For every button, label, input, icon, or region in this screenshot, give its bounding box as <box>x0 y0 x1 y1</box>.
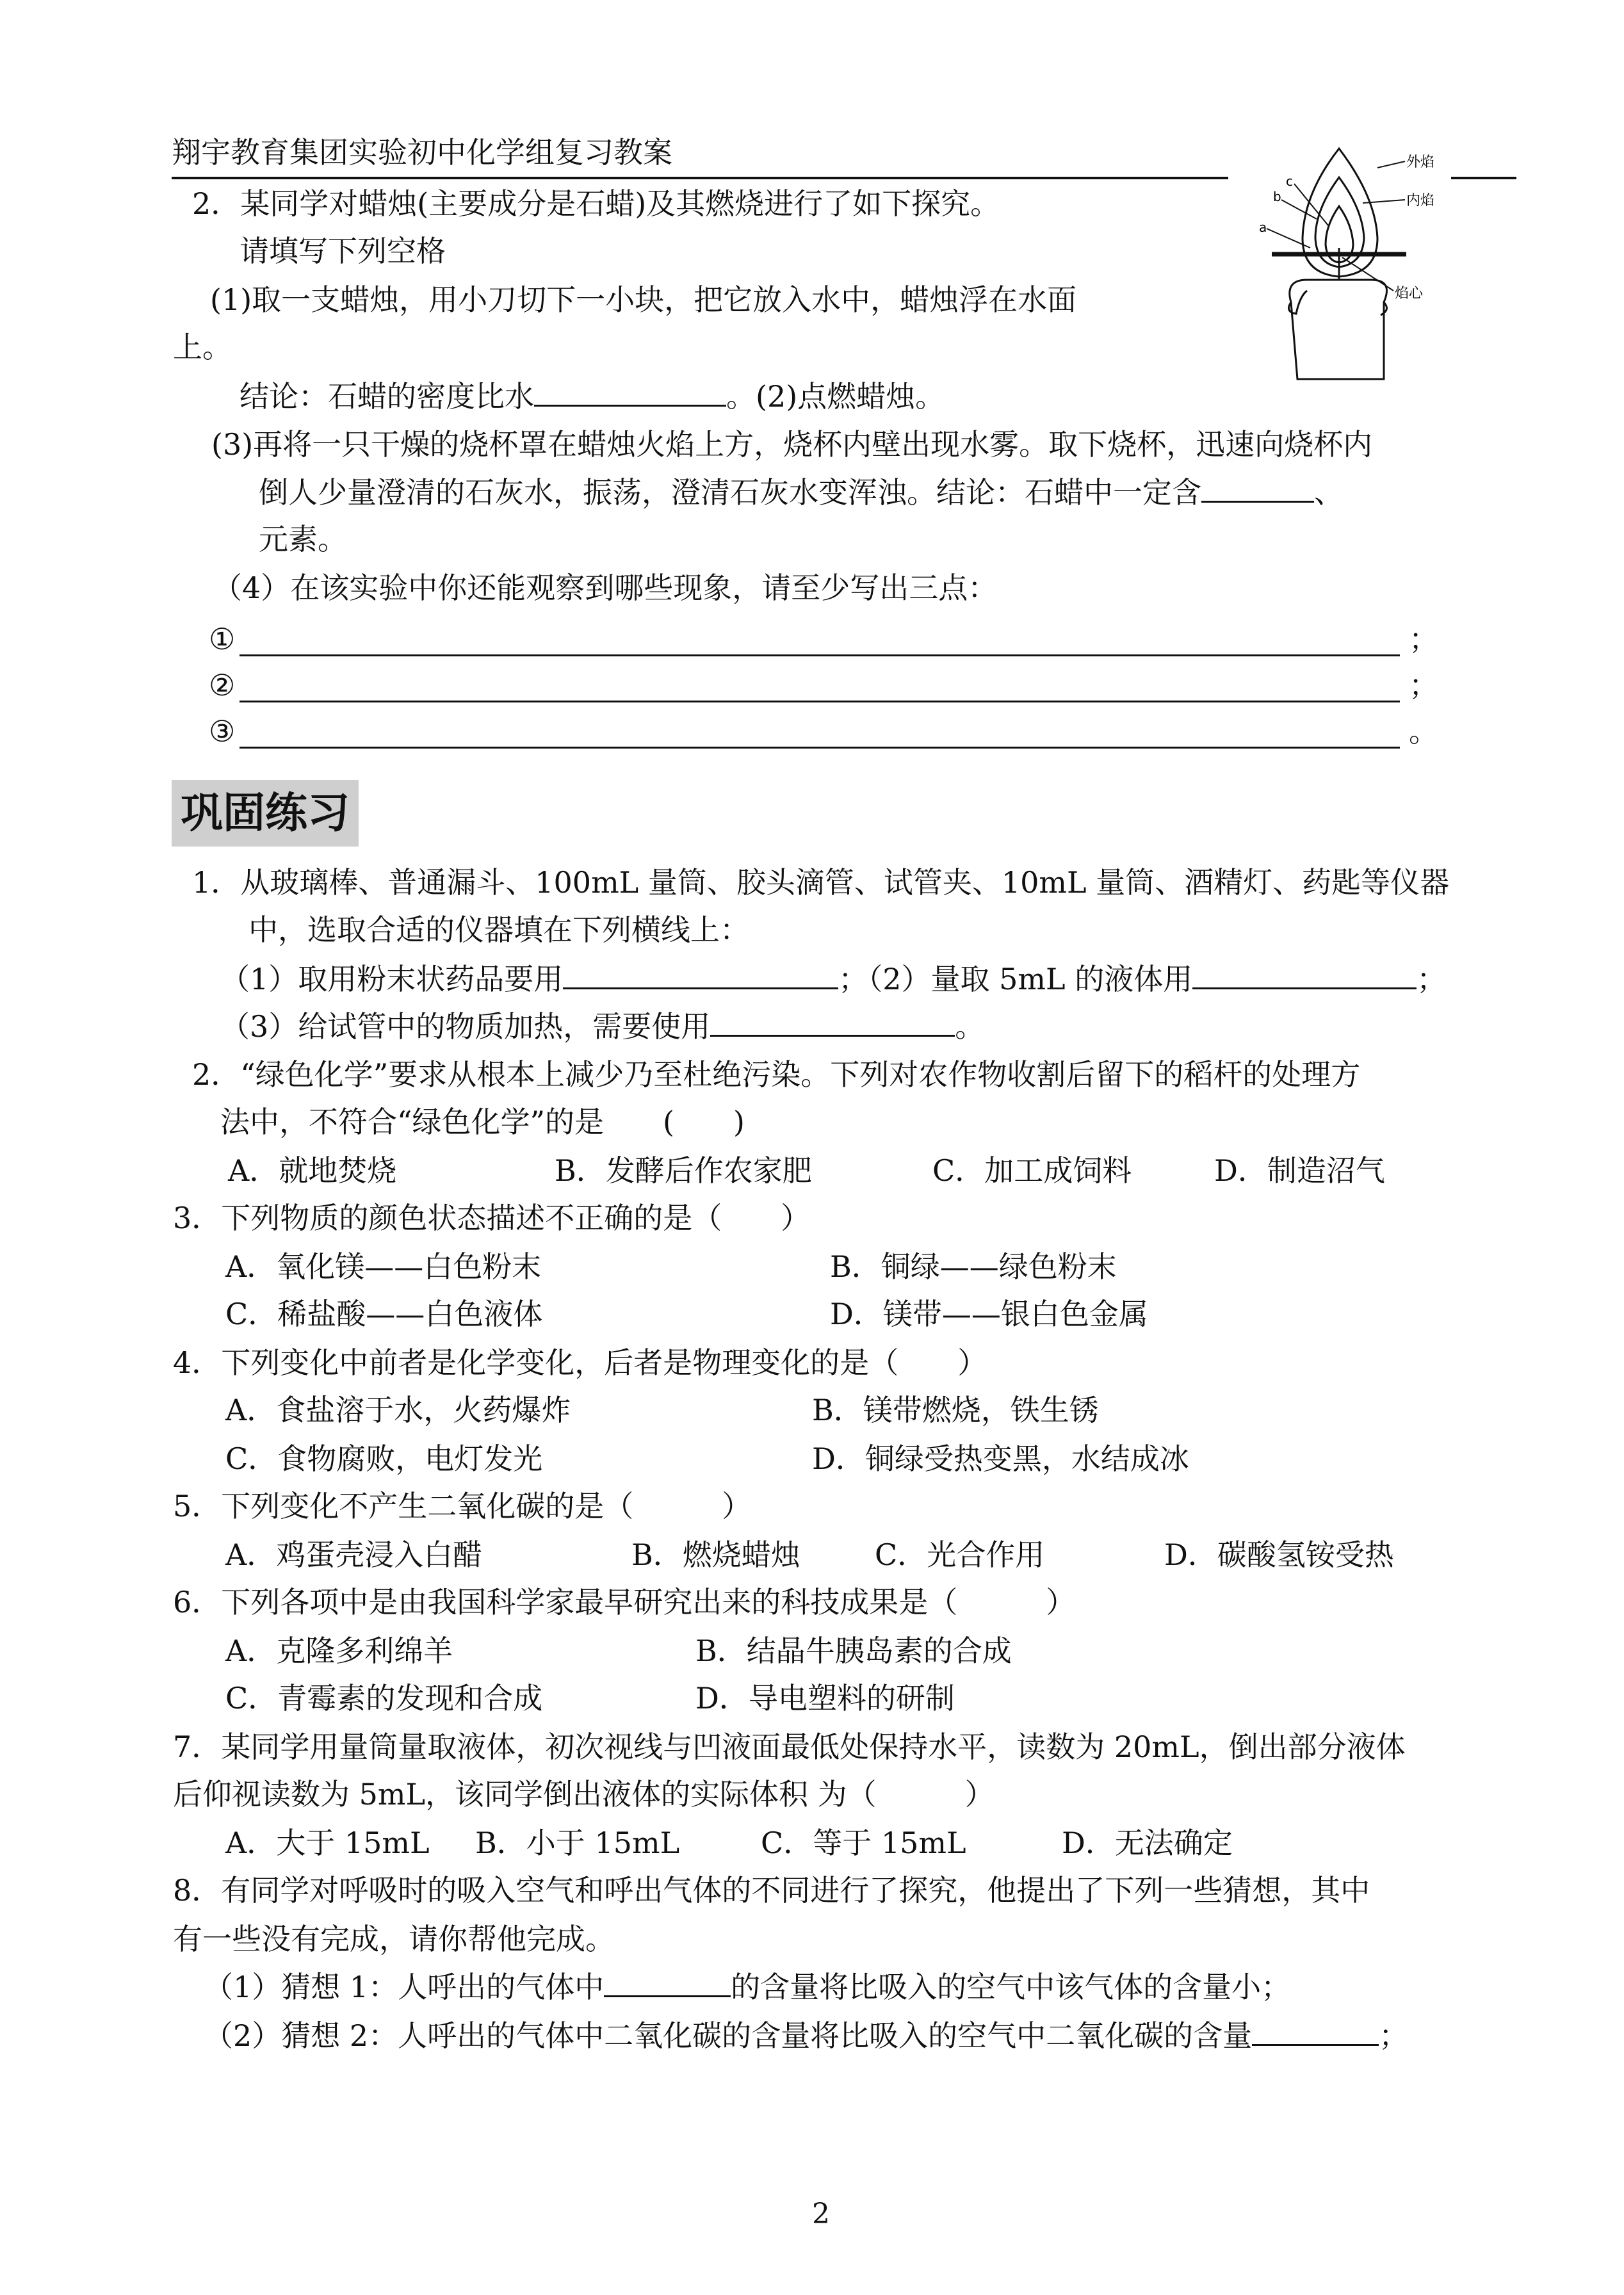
question-2-conclusion <box>240 377 945 416</box>
q8-line2: 有一些没有完成，请你帮他完成。 <box>173 1922 615 1956</box>
density-answer-blank[interactable] <box>534 377 726 407</box>
q7-option-c[interactable]: C．等于 15mL <box>761 1826 966 1860</box>
q1-sub2-end: ； <box>1417 962 1447 996</box>
element-answer-blank[interactable] <box>1201 473 1314 503</box>
q7-option-b[interactable]: B．小于 15mL <box>475 1826 680 1860</box>
answer-line-1[interactable] <box>240 654 1400 656</box>
page-number: 2 <box>812 2198 830 2230</box>
q3-option-c[interactable]: C．稀盐酸——白色液体 <box>225 1297 543 1331</box>
q8-guess2-suffix: ； <box>1379 2018 1409 2053</box>
conclusion-suffix: 。(2)点燃蜡烛。 <box>726 379 945 414</box>
label-c: c <box>1286 174 1293 189</box>
candle-flame-diagram <box>1246 142 1458 385</box>
q6-stem: 6．下列各项中是由我国科学家最早研究出来的科技成果是（ ） <box>173 1585 1076 1619</box>
answer-line-2[interactable] <box>240 701 1400 702</box>
label-a: a <box>1259 220 1267 235</box>
answer-end-3: 。 <box>1409 714 1438 749</box>
question-2-intro: 2．某同学对蜡烛(主要成分是石蜡)及其燃烧进行了如下探究。 <box>192 186 1000 221</box>
answer-marker-3: ③ <box>209 714 236 749</box>
q6-option-a[interactable]: A．克隆多利绵羊 <box>225 1634 453 1668</box>
q2-option-c[interactable]: C．加工成饲料 <box>932 1153 1132 1188</box>
part3-line2-prefix: 倒人少量澄清的石灰水，振荡，澄清石灰水变浑浊。结论：石蜡中一定含 <box>259 475 1201 510</box>
answer-marker-2: ② <box>209 668 236 702</box>
q1-sub1-label: （1）取用粉末状药品要用 <box>220 962 564 996</box>
q1-sub1 <box>220 959 1446 998</box>
q5-stem: 5．下列变化不产生二氧化碳的是（ ） <box>173 1489 752 1523</box>
section-title: 巩固练习 <box>172 780 359 847</box>
q7-line1: 7．某同学用量筒量取液体，初次视线与凹液面最低处保持水平，读数为 20mL，倒出部分液体 <box>173 1730 1406 1764</box>
question-2-part1-line1: (1)取一支蜡烛，用小刀切下一小块，把它放入水中，蜡烛浮在水面 <box>210 282 1077 317</box>
q1-powder-blank[interactable] <box>563 959 838 989</box>
header-rule-right <box>1451 177 1516 179</box>
q6-option-b[interactable]: B．结晶牛胰岛素的合成 <box>695 1634 1012 1668</box>
q1-line2: 中，选取合适的仪器填在下列横线上： <box>248 912 749 947</box>
question-2-instruction: 请填写下列空格 <box>240 234 446 268</box>
q8-line1: 8．有同学对呼吸时的吸入空气和呼出气体的不同进行了探究，他提出了下列一些猜想，其中 <box>173 1873 1370 1908</box>
q4-option-a[interactable]: A．食盐溶于水，火药爆炸 <box>225 1393 571 1427</box>
q2-line2: 法中，不符合“绿色化学”的是 ( ) <box>220 1105 745 1139</box>
q8-guess1 <box>204 1967 1290 2006</box>
answer-marker-1: ① <box>209 622 236 656</box>
part3-line2-suffix: 、 <box>1314 475 1344 510</box>
q1-sub3-label: （3）给试管中的物质加热，需要使用 <box>220 1009 711 1044</box>
q3-stem: 3．下列物质的颜色状态描述不正确的是（ ） <box>173 1201 811 1235</box>
q7-option-a[interactable]: A．大于 15mL <box>225 1826 430 1860</box>
question-2-part3-line1: (3)再将一只干燥的烧杯罩在蜡烛火焰上方，烧杯内壁出现水雾。取下烧杯，迅速向烧杯内 <box>211 427 1373 462</box>
q5-option-c[interactable]: C．光合作用 <box>875 1537 1045 1572</box>
q8-guess2-blank[interactable] <box>1252 2016 1379 2046</box>
q8-guess2 <box>204 2016 1408 2055</box>
q6-option-d[interactable]: D．导电塑料的研制 <box>695 1681 955 1715</box>
inner-flame-label: 内焰 <box>1406 193 1435 209</box>
q2-option-a[interactable]: A．就地焚烧 <box>228 1153 397 1188</box>
q1-sub3 <box>220 1007 984 1046</box>
header-title: 翔宇教育集团实验初中化学组复习教案 <box>172 135 672 170</box>
q1-measure-blank[interactable] <box>1192 959 1417 989</box>
q1-sub3-end: 。 <box>955 1009 985 1044</box>
label-b: b <box>1273 189 1281 204</box>
question-2-part4: （4）在该实验中你还能观察到哪些现象，请至少写出三点： <box>213 571 998 605</box>
outer-flame-label: 外焰 <box>1406 154 1435 170</box>
q4-option-b[interactable]: B．镁带燃烧，铁生锈 <box>812 1393 1099 1427</box>
q2-option-b[interactable]: B．发酵后作农家肥 <box>555 1153 812 1188</box>
q8-guess1-blank[interactable] <box>604 1967 731 1997</box>
q8-guess1-prefix: （1）猜想 1：人呼出的气体中 <box>204 1970 605 2004</box>
header-rule <box>172 177 1228 179</box>
q3-option-b[interactable]: B．铜绿——绿色粉末 <box>830 1249 1117 1284</box>
q8-guess2-prefix: （2）猜想 2：人呼出的气体中二氧化碳的含量将比吸入的空气中二氧化碳的含量 <box>204 2018 1253 2053</box>
q3-option-d[interactable]: D．镁带——银白色金属 <box>830 1297 1148 1331</box>
q4-option-d[interactable]: D．铜绿受热变黑，水结成冰 <box>812 1441 1189 1476</box>
q5-option-b[interactable]: B．燃烧蜡烛 <box>631 1537 800 1572</box>
q8-guess1-suffix: 的含量将比吸入的空气中该气体的含量小； <box>731 1970 1291 2004</box>
q5-option-a[interactable]: A．鸡蛋壳浸入白醋 <box>225 1537 483 1572</box>
q7-line2: 后仰视读数为 5mL，该同学倒出液体的实际体积 为（ ） <box>173 1777 995 1812</box>
question-2-part3-line3: 元素。 <box>259 522 347 556</box>
q4-stem: 4．下列变化中前者是化学变化，后者是物理变化的是（ ） <box>173 1345 987 1380</box>
q4-option-c[interactable]: C．食物腐败，电灯发光 <box>225 1441 543 1476</box>
q5-option-d[interactable]: D．碳酸氢铵受热 <box>1164 1537 1394 1572</box>
answer-end-1: ； <box>1409 622 1438 656</box>
q1-line1: 1．从玻璃棒、普通漏斗、100mL 量筒、胶头滴管、试管夹、10mL 量筒、酒精灯、药匙等仪器 <box>192 865 1450 900</box>
q3-option-a[interactable]: A．氧化镁——白色粉末 <box>225 1249 542 1284</box>
question-2-part1-line2: 上。 <box>173 330 232 364</box>
q2-line1: 2．“绿色化学”要求从根本上减少乃至杜绝污染。下列对农作物收割后留下的稻杆的处理方 <box>192 1057 1361 1092</box>
q7-option-d[interactable]: D．无法确定 <box>1062 1826 1233 1860</box>
question-2-part3-line2 <box>259 473 1344 512</box>
flame-core-label: 焰心 <box>1395 286 1424 302</box>
q1-heat-blank[interactable] <box>710 1007 955 1037</box>
answer-line-3[interactable] <box>240 747 1400 749</box>
conclusion-prefix: 结论：石蜡的密度比水 <box>240 379 534 414</box>
q2-option-d[interactable]: D．制造沼气 <box>1214 1153 1385 1188</box>
q1-sub2-label: ；（2）量取 5mL 的液体用 <box>838 962 1193 996</box>
answer-end-2: ； <box>1409 668 1438 702</box>
q6-option-c[interactable]: C．青霉素的发现和合成 <box>225 1681 543 1715</box>
